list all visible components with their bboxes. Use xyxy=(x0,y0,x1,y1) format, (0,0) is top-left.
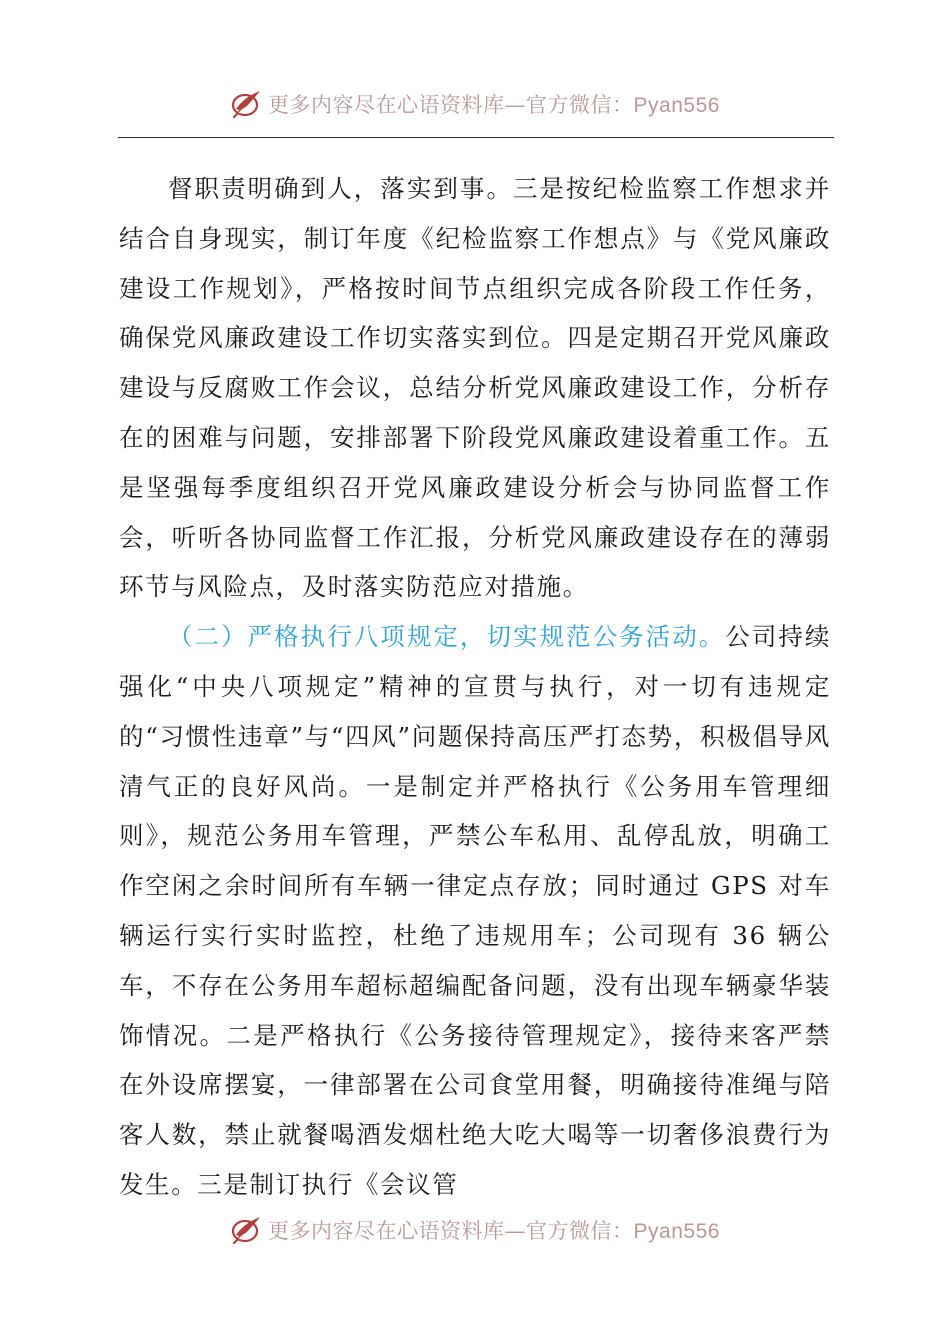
document-body xyxy=(119,164,831,1210)
header-banner xyxy=(0,84,950,124)
header-divider xyxy=(118,137,834,138)
body-paragraph-2 xyxy=(119,612,831,1210)
footer-wechat-id: Pyan556 xyxy=(633,1220,720,1243)
body-paragraph-1: 督职责明确到人，落实到事。三是按纪检监察工作想求并结合自身现实，制订年度《纪检监察工作想点》与《党风廉政建设工作规划》，严格按时间节点组织完成各阶段工作任务，确保党风廉政建设工作切实落实到位。四是定期召开党风廉政建设与反腐败工作会议，总结分析党风廉政建设工作，分析存在的困难与问题，安排部署下阶段党风廉政建设着重工作。五是坚强每季度组织召开党风廉政建设分析会与协同监督工作会，听听各协同监督工作汇报，分析党风廉政建设存在的薄弱环节与风险点，及时落实防范应对措施。 xyxy=(119,174,831,602)
footer-banner-text: 更多内容尽在心语资料库—官方微信：Pyan556 xyxy=(268,1219,720,1243)
footer-banner xyxy=(0,1210,950,1250)
section-heading: （二）严格执行八项规定，切实规范公务活动。 xyxy=(168,622,726,652)
quill-logo-icon xyxy=(230,87,264,121)
body-paragraph-2-text: 公司持续强化“中央八项规定”精神的宣贯与执行，对一切有违规定的“习惯性违章”与“四风”问题保持高压严打态势，积极倡导风清气正的良好风尚。一是制定并严格执行《公务用车管理细则》，规范公务用车管理，严禁公车私用、乱停乱放，明确工作空闲之余时间所有车辆一律定点存放；同时通过 GPS 对车辆运行实行实时监控，杜绝了违规用车；公司现有 36 辆公车，不存在公务用车超标超编配备问题，没有出现车辆豪华装饰情况。二是严格执行《公务接待管理规定》，接待来客严禁在外设席摆宴，一律部署在公司食堂用餐，明确接待准绳与陪客人数，禁止就餐喝酒发烟杜绝大吃大喝等一切奢侈浪费行为发生。三是制订执行《会议管 xyxy=(119,622,831,1199)
header-banner-text: 更多内容尽在心语资料库—官方微信：Pyan556 xyxy=(268,93,720,117)
quill-logo-icon xyxy=(230,1213,264,1247)
header-wechat-id: Pyan556 xyxy=(633,94,720,117)
